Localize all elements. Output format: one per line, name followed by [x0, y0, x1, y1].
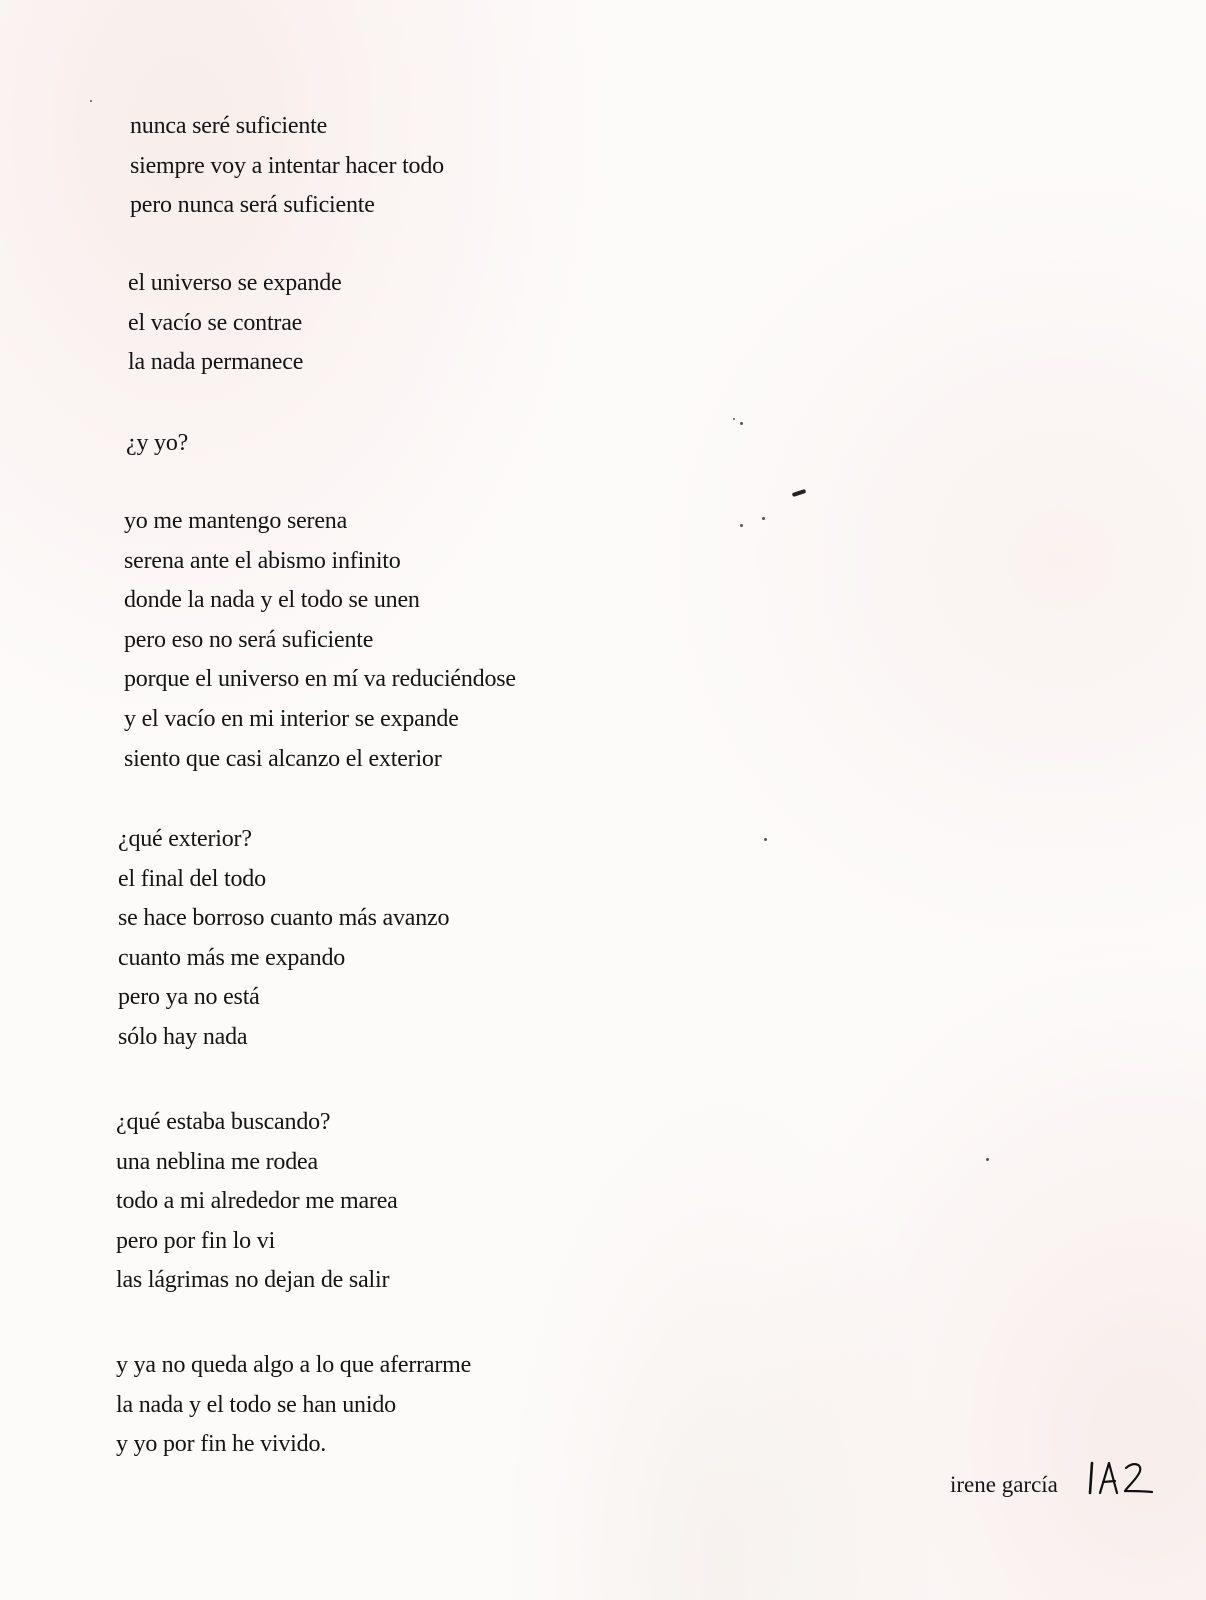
paper-speck [986, 1158, 989, 1161]
poem-line: pero por fin lo vi [116, 1227, 276, 1254]
handwritten-page-number [1086, 1460, 1156, 1496]
paper-speck [740, 422, 743, 425]
paper-speck [733, 418, 735, 420]
poem-line: pero ya no está [118, 984, 260, 1011]
poem-line: pero eso no será suficiente [124, 626, 374, 653]
poem-line: el universo se expande [128, 270, 342, 296]
stanza-2 [128, 264, 342, 383]
poem-line: siempre voy a intentar hacer todo [130, 152, 444, 179]
stanza-3 [126, 424, 188, 464]
poem-line: ¿qué estaba buscando? [116, 1109, 331, 1135]
poem-line: ¿y yo? [126, 430, 189, 456]
poem-line: la nada permanece [128, 349, 304, 376]
poem-line: serena ante el abismo infinito [124, 547, 401, 574]
poem-line: yo me mantengo serena [124, 508, 348, 534]
poem-line: el vacío se contrae [128, 309, 303, 336]
poem-line: donde la nada y el todo se unen [124, 587, 420, 614]
poem-line: todo a mi alrededor me marea [116, 1188, 398, 1215]
paper-speck [90, 100, 92, 102]
paper-speck [762, 517, 765, 520]
poem-line: se hace borroso cuanto más avanzo [118, 905, 450, 932]
poem-line: y el vacío en mi interior se expande [124, 705, 459, 732]
paper-speck [740, 524, 743, 527]
poem-line: nunca seré suficiente [130, 113, 328, 139]
stanza-5 [118, 820, 449, 1058]
author-signature: irene garcía [950, 1472, 1058, 1497]
poem-line: pero nunca será suficiente [130, 192, 375, 219]
poem-line: porque el universo en mí va reduciéndose [124, 666, 516, 693]
stanza-1 [130, 107, 444, 226]
poem-line: sólo hay nada [118, 1023, 248, 1050]
poem-line: las lágrimas no dejan de salir [116, 1267, 390, 1294]
poem-line: el final del todo [118, 865, 266, 892]
stanza-7 [116, 1346, 471, 1465]
poem-line: y yo por fin he vivido. [116, 1431, 327, 1458]
poem-line: una neblina me rodea [116, 1148, 318, 1175]
stanza-4 [124, 502, 516, 779]
poem-line: la nada y el todo se han unido [116, 1391, 396, 1418]
paper-speck [764, 838, 767, 841]
poem-line: ¿qué exterior? [118, 826, 252, 852]
poem-line: y ya no queda algo a lo que aferrarme [116, 1352, 472, 1378]
poem-line: siento que casi alcanzo el exterior [124, 745, 442, 772]
poem-line: cuanto más me expando [118, 944, 346, 971]
stanza-6 [116, 1103, 398, 1301]
